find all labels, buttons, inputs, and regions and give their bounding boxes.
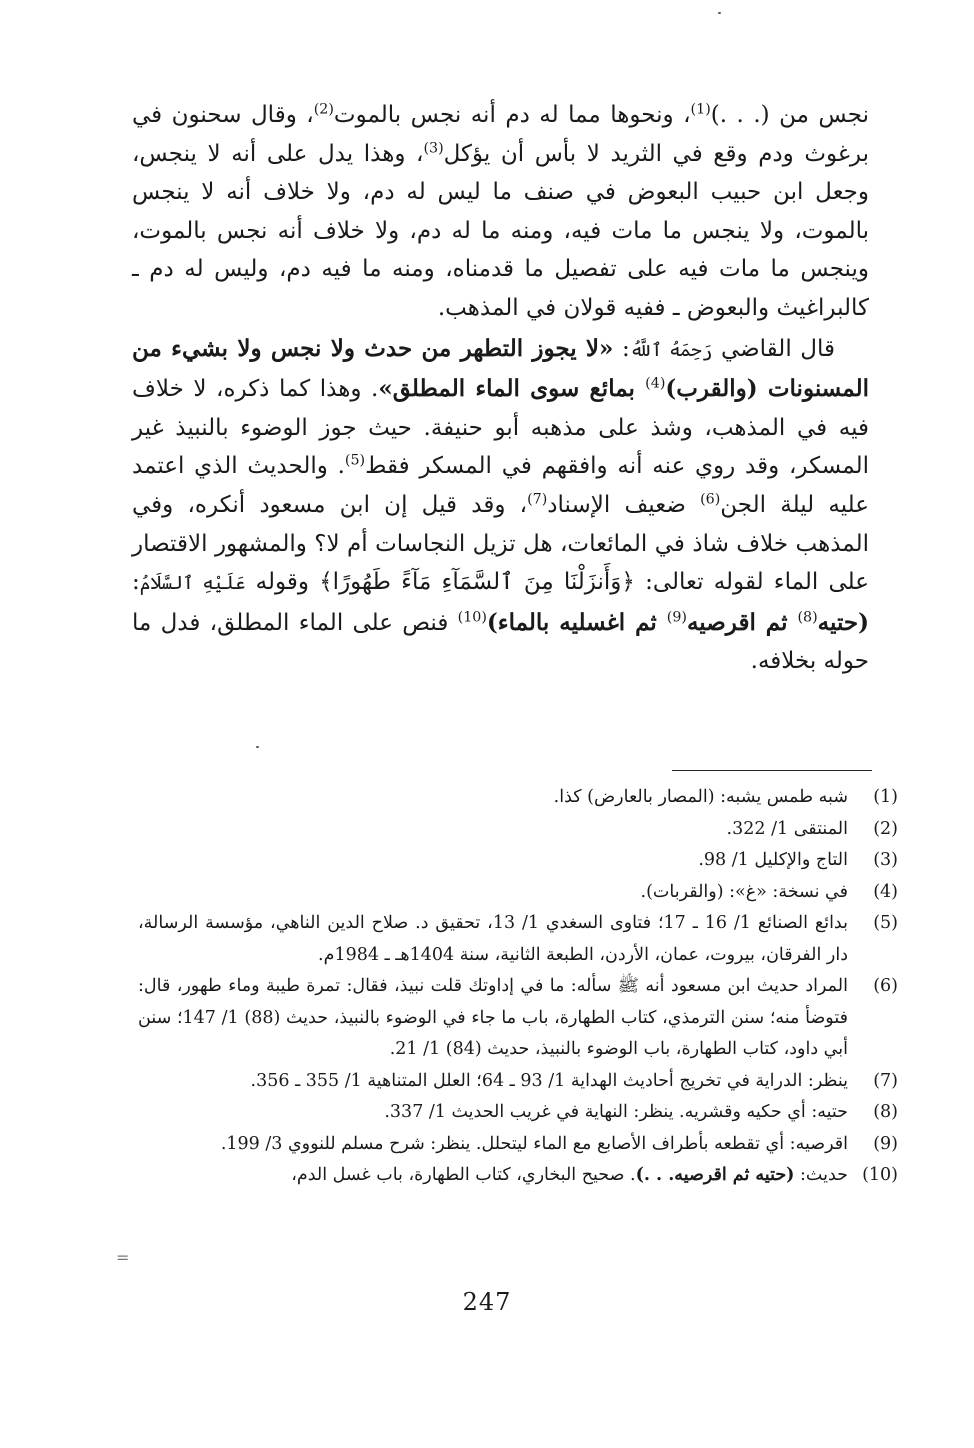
text-run: . والحديث الذي اعتمد عليه ليلة الجن (132, 453, 869, 518)
paragraph-1 (132, 96, 869, 328)
footnote-text: حتيه: أي حكيه وقشريه. ينظر: النهاية في غريب الحديث 1/ 337. (384, 1102, 848, 1122)
footnote-number: (2) (873, 818, 898, 839)
footnote-text: ينظر: الدراية في تخريج أحاديث الهداية 1/ 93 ـ 64؛ العلل المتناهية 1/ 355 ـ 356. (250, 1070, 848, 1091)
footnote-item (138, 814, 898, 846)
footnote-ref-4: (4) (645, 375, 666, 392)
footnote-ref-5: (5) (344, 452, 366, 469)
scan-speck (256, 746, 259, 748)
footnote-ref-6: (6) (700, 491, 721, 508)
footnote-ref-9: (9) (666, 609, 687, 626)
footnote-ref-2: (2) (313, 101, 334, 118)
footnote-ref-7: (7) (527, 491, 548, 508)
text-run: ، وقال سحنون في برغوث ودم وقع في الثريد لا بأس أن يؤكل (132, 102, 870, 167)
footnote-bold-text: (حتيه ثم اقرصيه. . .) (635, 1165, 795, 1185)
text-run: : (132, 569, 140, 596)
footnote-ref-8: (8) (797, 609, 818, 626)
hadith-text-bold: (حتيه (817, 608, 869, 636)
footnote-text: بدائع الصنائع 1/ 16 ـ 17؛ فتاوى السغدي 1/ 13، تحقيق د. صلاح الدين الناهي، مؤسسة الرسالة، دار الفرقان، بيروت، عمان، الأردن، الطبعة الثانية، سنة 1404هـ ـ 1984م. (138, 913, 848, 965)
footnote-number: (1) (873, 787, 898, 807)
footnote-number: (4) (873, 881, 898, 902)
honorific-symbol: رَحِمَهُ ٱللَّهُ (629, 339, 713, 361)
footnote-number: (3) (873, 850, 898, 870)
text-run: ، وهذا يدل على أنه لا ينجس، وجعل ابن حبيب البعوض في صنف ما ليس له دم، ولا خلاف أنه لا ينجس بالموت، ولا ينجس ما مات فيه، ومنه ما له دم، ولا خلاف أنه نجس بالموت، وينجس ما مات فيه على تفصيل ما قدمناه، ومنه ما فيه دم، وليس له دم ـ كالبراغيث والبعوض ـ ففيه قولان في المذهب. (132, 140, 869, 321)
page-number: 247 (462, 1288, 512, 1316)
hadith-text-bold: ثم اقرصيه (686, 608, 798, 636)
hadith-text-bold: ثم اغسليه بالماء) (486, 608, 667, 636)
main-text (132, 96, 869, 681)
footnote-number: (5) (873, 913, 898, 933)
paragraph-2 (132, 330, 869, 681)
footnote-text: اقرصيه: أي تقطعه بأطراف الأصابع مع الماء ليتحلل. ينظر: شرح مسلم للنووي 3/ 199. (220, 1133, 848, 1154)
footnote-item (138, 1160, 898, 1192)
footnote-number: (8) (873, 1102, 898, 1122)
footnote-ref-3: (3) (423, 139, 444, 156)
quoted-text-bold: بمائع سوى الماء المطلق» (378, 375, 646, 403)
footnote-ref-1: (1) (690, 101, 711, 118)
text-run: . صحيح البخاري، كتاب الطهارة، باب غسل الدم، (291, 1165, 636, 1185)
footnote-text: شبه طمس يشبه: (المصار بالعارض) كذا. (553, 787, 848, 807)
footnote-number: (6) (873, 976, 898, 996)
text-run: . وهذا كما ذكره، لا خلاف فيه في المذهب، وشذ على مذهبه أبو حنيفة. حيث جوز الوضوء بالنبيذ غير المسكر، وقد روي عنه أنه وافقهم في المسكر فقط (132, 376, 869, 480)
text-run: وقوله (255, 569, 320, 596)
quoted-text-bold: «لا يجوز التطهر من حدث ولا نجس ولا بشيء من المسنونات (والقرب) (132, 334, 869, 403)
footnote-item (138, 971, 898, 1066)
footnote-item (138, 877, 898, 909)
footnote-text: التاج والإكليل 1/ 98. (698, 850, 848, 870)
footnote-number: (10) (862, 1165, 898, 1185)
text-run: فنص على الماء المطلق، فدل ما حوله بخلافه. (132, 609, 869, 675)
footnote-ref-10: (10) (457, 609, 487, 626)
honorific-symbol: عَلَيْهِ ٱلسَّلَامُ (139, 573, 246, 595)
text-run: ، وقد قيل إن ابن مسعود أنكره، وفي المذهب خلاف شاذ في المائعات، هل تزيل النجاسات أم لا؟ والمشهور الاقتصار على الماء لقوله تعالى: (132, 491, 870, 596)
footnote-text: المنتقى 1/ 322. (726, 818, 848, 839)
text-run: قال القاضي (720, 335, 836, 362)
footnote-item (138, 1066, 898, 1098)
footnote-item (138, 908, 898, 971)
text-run: ، ونحوها مما له دم أنه نجس بالموت (333, 102, 691, 128)
footnote-item (138, 845, 898, 877)
margin-mark: = (116, 1248, 130, 1267)
text-run: حديث: (794, 1165, 848, 1185)
scan-speck (718, 12, 721, 14)
text-run: ضعيف الإسناد (547, 491, 701, 518)
footnote-item (138, 1129, 898, 1161)
text-run: : (613, 335, 630, 362)
footnote-separator (672, 770, 872, 771)
footnote-text: في نسخة: «غ»: (والقربات). (640, 881, 848, 902)
footnote-number: (9) (873, 1133, 898, 1154)
footnote-text: المراد حديث ابن مسعود أنه ﷺ سأله: ما في إداوتك قلت نبيذ، فقال: تمرة طيبة وماء طهور، قال: فتوضأ منه؛ سنن الترمذي، كتاب الطهارة، باب ما جاء في الوضوء بالنبيذ، حديث (88) 1/ 147؛ سنن أبي داود، كتاب الطهارة، باب الوضوء بالنبيذ، حديث (84) 1/ 21. (138, 976, 848, 1059)
footnote-item (138, 1097, 898, 1129)
footnote-item (138, 782, 898, 814)
footnote-text (138, 1160, 848, 1192)
quran-verse: ﴿وَأَنزَلْنَا مِنَ ٱلسَّمَآءِ مَآءً طَهُورًا﴾ (319, 569, 635, 596)
text-run: نجس من (. . .) (710, 102, 869, 128)
footnote-number: (7) (873, 1070, 898, 1091)
footnotes (138, 782, 898, 1192)
